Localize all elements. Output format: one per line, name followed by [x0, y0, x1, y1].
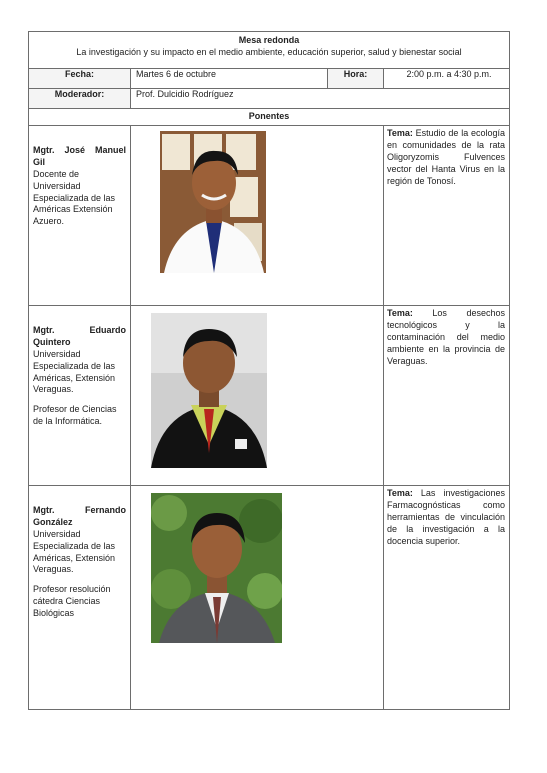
speaker-bio-cell: [29, 306, 131, 486]
speaker-topic-cell: [384, 306, 510, 486]
event-subtitle: La investigación y su impacto en el medio ambiente, educación superior, salud y bienestar social: [76, 46, 462, 57]
topic-text: Las investigaciones Farmacognósticas como herramientas de vinculación de la investigación a la docencia superior.: [387, 488, 506, 546]
topic-label: Tema:: [387, 488, 413, 498]
speaker-photo-cell: [131, 486, 384, 710]
moderator-value: Prof. Dulcidio Rodríguez: [131, 89, 510, 109]
event-title: Mesa redonda: [238, 35, 300, 45]
topic-label: Tema:: [387, 128, 413, 138]
topic-label: Tema:: [387, 308, 413, 318]
speaker-bio-cell: [29, 486, 131, 710]
speaker-extra: Profesor de Ciencias de la Informática.: [33, 404, 117, 427]
event-table: [28, 31, 510, 710]
speaker-name: Mgtr. Eduardo Quintero: [33, 325, 126, 347]
speaker-topic-cell: [384, 126, 510, 306]
date-label: Fecha:: [29, 69, 131, 89]
topic-text: Los desechos tecnológicos y la contaminación del medio ambiente en la provincia de Veraguas.: [387, 308, 506, 366]
speaker-bio-cell: [29, 126, 131, 306]
speaker-row: [29, 126, 510, 306]
speaker-photo-cell: [131, 126, 384, 306]
date-value: Martes 6 de octubre: [131, 69, 328, 89]
speaker-name: Mgtr. José Manuel Gil: [33, 145, 126, 167]
topic-text: Estudio de la ecología en comunidades de la rata Oligoryzomis Fulvences vector del Hanta Virus en la región de Tonosí.: [387, 128, 506, 186]
title-cell: [29, 32, 510, 69]
speaker-affiliation: Universidad Especializada de las Américas, Extensión Veraguas.: [33, 528, 116, 575]
speaker-affiliation: Universidad Especializada de las Américas, Extensión Veraguas.: [33, 348, 116, 395]
speaker-topic-cell: [384, 486, 510, 710]
speaker-extra: Profesor resolución cátedra Ciencias Biológicas: [33, 584, 111, 618]
speaker-photo: [151, 493, 282, 643]
speaker-photo: [160, 131, 266, 273]
speaker-photo: [151, 313, 267, 468]
speaker-photo-cell: [131, 306, 384, 486]
speaker-row: [29, 486, 510, 710]
speaker-name: Mgtr. Fernando González: [33, 505, 126, 527]
section-title: Ponentes: [29, 109, 510, 126]
speaker-row: [29, 306, 510, 486]
speaker-affiliation: Docente de Universidad Especializada de las Américas Extensión Azuero.: [33, 168, 116, 227]
time-label: Hora:: [328, 69, 384, 89]
moderator-label: Moderador:: [29, 89, 131, 109]
time-value: 2:00 p.m. a 4:30 p.m.: [384, 69, 510, 89]
